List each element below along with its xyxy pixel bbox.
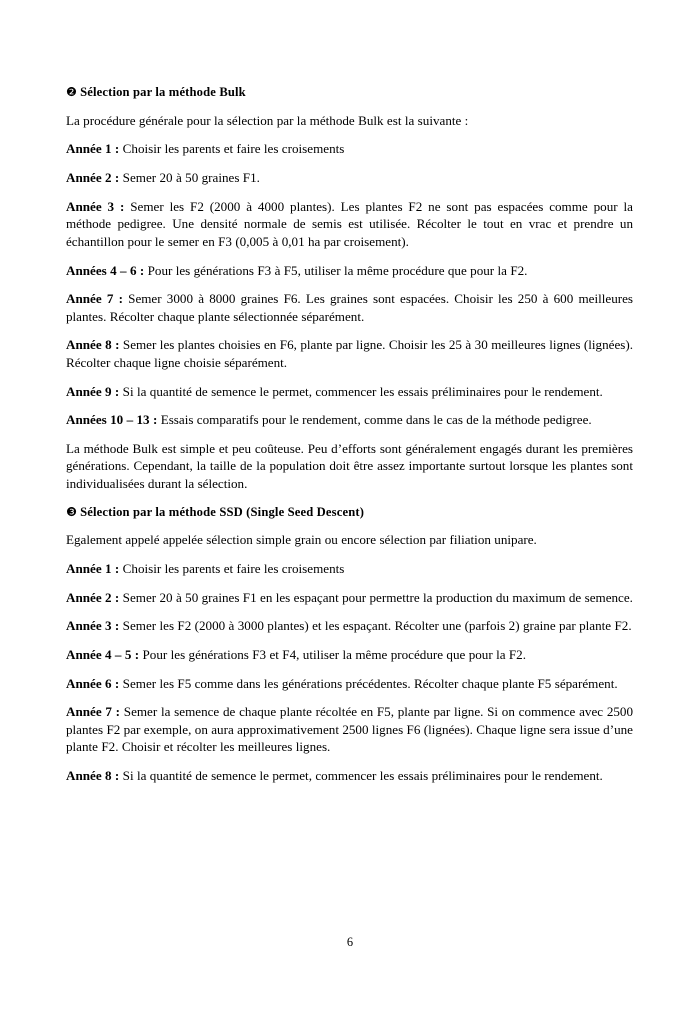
paragraph-bulk-intro <box>66 112 633 130</box>
paragraph-text: Si la quantité de semence le permet, commencer les essais préliminaires pour le rendement. <box>122 383 603 399</box>
paragraph-ssd-year-3 <box>66 617 633 635</box>
paragraph-lead: Année 9 : <box>66 383 123 399</box>
section-heading-bulk <box>66 84 633 101</box>
paragraph-text: La procédure générale pour la sélection par la méthode Bulk est la suivante : <box>66 112 469 128</box>
page-number: 6 <box>346 935 354 949</box>
paragraph-text: Choisir les parents et faire les croisements <box>122 141 345 157</box>
section-heading-bulk-text: Sélection par la méthode Bulk <box>80 85 246 99</box>
paragraph-bulk-years-4-6 <box>66 262 633 280</box>
paragraph-bulk-year-3 <box>66 198 633 251</box>
paragraph-ssd-year-8 <box>66 767 633 785</box>
paragraph-bulk-year-8 <box>66 336 633 371</box>
paragraph-text: Semer les plantes choisies en F6, plante par ligne. Choisir les 25 à 30 meilleures lignes (lignées). Récolter chaque ligne choisie séparément. <box>66 337 633 370</box>
paragraph-lead: Année 1 : <box>66 141 123 157</box>
paragraph-lead: Année 7 : <box>66 291 129 307</box>
circled-number-three-icon: ❸ <box>66 504 78 519</box>
document-body <box>66 84 633 785</box>
paragraph-text: Semer les F2 (2000 à 3000 plantes) et les espaçant. Récolter une (parfois 2) graine par plante F2. <box>122 618 632 634</box>
paragraph-bulk-years-10-13 <box>66 411 633 429</box>
paragraph-text: La méthode Bulk est simple et peu coûteuse. Peu d’efforts sont généralement engagés durant les premières générations. Cependant, la taille de la population doit être assez importante surtout lorsque les plantes sont individualisées durant la sélection. <box>66 440 633 491</box>
paragraph-lead: Années 10 – 13 : <box>66 412 161 428</box>
paragraph-text: Semer 20 à 50 graines F1 en les espaçant pour permettre la production du maximum de semence. <box>122 589 633 605</box>
paragraph-lead: Année 8 : <box>66 337 123 353</box>
paragraph-bulk-year-1 <box>66 140 633 158</box>
paragraph-text: Pour les générations F3 et F4, utiliser la même procédure que pour la F2. <box>142 646 526 662</box>
paragraph-text: Semer la semence de chaque plante récoltée en F5, plante par ligne. Si on commence avec 2500 plantes F2 par exemple, on aura approximativement 2500 lignes F6 (lignées). Chaque ligne sera issue d’une plante F2. Choisir et récolter les meilleures lignes. <box>66 704 634 755</box>
paragraph-lead: Année 8 : <box>66 767 123 783</box>
paragraph-lead: Années 4 – 6 : <box>66 262 148 278</box>
paragraph-text: Semer les F5 comme dans les générations précédentes. Récolter chaque plante F5 séparément. <box>122 675 618 691</box>
paragraph-lead: Année 3 : <box>66 618 123 634</box>
paragraph-lead: Année 6 : <box>66 675 123 691</box>
paragraph-text: Semer les F2 (2000 à 4000 plantes). Les plantes F2 ne sont pas espacées comme pour la méthode pedigree. Une densité normale de semis est utilisée. Récolter le tout en vrac et prendre un échantillon pour le semer en F3 (0,005 à 0,01 ha par croisement). <box>66 198 633 249</box>
paragraph-lead: Année 1 : <box>66 561 123 577</box>
paragraph-ssd-years-4-5 <box>66 646 633 664</box>
paragraph-text: Pour les générations F3 à F5, utiliser la même procédure que pour la F2. <box>147 262 528 278</box>
paragraph-bulk-year-2 <box>66 169 633 187</box>
paragraph-bulk-year-9 <box>66 383 633 401</box>
section-heading-ssd-text: Sélection par la méthode SSD (Single Seed Descent) <box>80 504 365 519</box>
paragraph-ssd-year-2 <box>66 589 633 607</box>
paragraph-ssd-intro <box>66 531 633 549</box>
paragraph-lead: Année 3 : <box>66 198 131 214</box>
paragraph-text: Semer 20 à 50 graines F1. <box>122 170 260 186</box>
circled-number-two-icon: ❷ <box>66 85 78 99</box>
section-heading-ssd <box>66 504 633 521</box>
paragraph-lead: Année 2 : <box>66 170 123 186</box>
paragraph-bulk-year-7 <box>66 290 633 325</box>
paragraph-lead: Année 7 : <box>66 704 124 720</box>
paragraph-text: Semer 3000 à 8000 graines F6. Les graines sont espacées. Choisir les 250 à 600 meilleures plantes. Récolter chaque plante sélectionnée séparément. <box>66 291 634 324</box>
paragraph-text: Essais comparatifs pour le rendement, comme dans le cas de la méthode pedigree. <box>160 412 592 428</box>
paragraph-text: Si la quantité de semence le permet, commencer les essais préliminaires pour le rendement. <box>122 767 603 783</box>
paragraph-lead: Année 2 : <box>66 589 123 605</box>
paragraph-ssd-year-7 <box>66 703 633 756</box>
paragraph-bulk-summary <box>66 440 633 493</box>
paragraph-ssd-year-6 <box>66 675 633 693</box>
paragraph-text: Choisir les parents et faire les croisements <box>122 561 345 577</box>
paragraph-text: Egalement appelé appelée sélection simple grain ou encore sélection par filiation unipare. <box>66 532 537 548</box>
paragraph-lead: Année 4 – 5 : <box>66 646 143 662</box>
paragraph-ssd-year-1 <box>66 560 633 578</box>
